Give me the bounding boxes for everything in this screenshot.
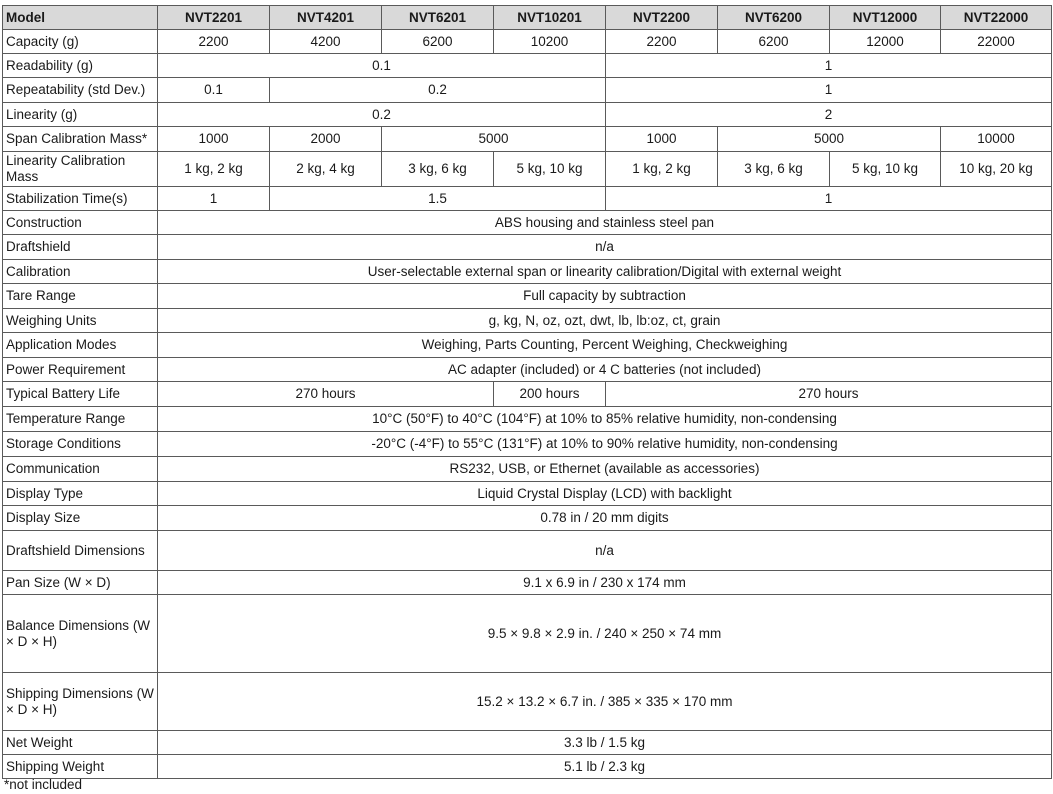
model-header: NVT10201 <box>494 6 606 30</box>
spec-value: 4200 <box>270 30 382 54</box>
spec-row <box>3 673 1052 731</box>
spec-row <box>3 127 1052 152</box>
spec-row <box>3 333 1052 358</box>
spec-value: 10°C (50°F) to 40°C (104°F) at 10% to 85% relative humidity, non-condensing <box>158 407 1052 432</box>
footnote: *not included <box>4 777 83 792</box>
spec-row <box>3 103 1052 127</box>
spec-value: 0.2 <box>270 78 606 103</box>
spec-value: 0.78 in / 20 mm digits <box>158 506 1052 531</box>
spec-row <box>3 432 1052 457</box>
spec-value: 5 kg, 10 kg <box>830 152 941 187</box>
spec-value: 1.5 <box>270 187 606 211</box>
spec-value: 5.1 lb / 2.3 kg <box>158 755 1052 779</box>
row-label: Linearity (g) <box>3 103 158 127</box>
spec-value: 3 kg, 6 kg <box>718 152 830 187</box>
model-header: NVT2200 <box>606 6 718 30</box>
spec-value: 1 <box>606 78 1052 103</box>
spec-row <box>3 309 1052 333</box>
spec-row <box>3 571 1052 595</box>
spec-value: 6200 <box>382 30 494 54</box>
model-header: NVT12000 <box>830 6 941 30</box>
spec-value: 2200 <box>606 30 718 54</box>
spec-value: User-selectable external span or linearity calibration/Digital with external weight <box>158 260 1052 284</box>
spec-row <box>3 531 1052 571</box>
spec-value: 6200 <box>718 30 830 54</box>
spec-row <box>3 78 1052 103</box>
row-label: Application Modes <box>3 333 158 358</box>
row-label: Display Size <box>3 506 158 531</box>
spec-value: 270 hours <box>606 382 1052 407</box>
spec-value: 1000 <box>606 127 718 152</box>
spec-body <box>3 30 1052 779</box>
spec-value: 1 kg, 2 kg <box>158 152 270 187</box>
spec-value: 1 <box>158 187 270 211</box>
spec-table <box>2 5 1052 779</box>
spec-value: -20°C (-4°F) to 55°C (131°F) at 10% to 90% relative humidity, non-condensing <box>158 432 1052 457</box>
spec-value: 9.5 × 9.8 × 2.9 in. / 240 × 250 × 74 mm <box>158 595 1052 673</box>
spec-value: 0.1 <box>158 54 606 78</box>
model-header: NVT2201 <box>158 6 270 30</box>
spec-row <box>3 152 1052 187</box>
spec-value: n/a <box>158 235 1052 260</box>
spec-value: 3.3 lb / 1.5 kg <box>158 731 1052 755</box>
spec-value: 10 kg, 20 kg <box>941 152 1052 187</box>
spec-row <box>3 30 1052 54</box>
row-label: Communication <box>3 457 158 482</box>
spec-value: 5 kg, 10 kg <box>494 152 606 187</box>
row-label: Span Calibration Mass* <box>3 127 158 152</box>
spec-value: 270 hours <box>158 382 494 407</box>
row-label: Temperature Range <box>3 407 158 432</box>
spec-value: ABS housing and stainless steel pan <box>158 211 1052 235</box>
spec-value: 2 <box>606 103 1052 127</box>
spec-value: 10000 <box>941 127 1052 152</box>
model-header: NVT6200 <box>718 6 830 30</box>
spec-row <box>3 284 1052 309</box>
spec-row <box>3 211 1052 235</box>
spec-row <box>3 506 1052 531</box>
spec-value: 15.2 × 13.2 × 6.7 in. / 385 × 335 × 170 mm <box>158 673 1052 731</box>
spec-value: g, kg, N, oz, ozt, dwt, lb, lb:oz, ct, grain <box>158 309 1052 333</box>
spec-value: 22000 <box>941 30 1052 54</box>
row-label: Power Requirement <box>3 358 158 382</box>
spec-row <box>3 187 1052 211</box>
model-header: NVT6201 <box>382 6 494 30</box>
row-label: Typical Battery Life <box>3 382 158 407</box>
spec-value: RS232, USB, or Ethernet (available as accessories) <box>158 457 1052 482</box>
spec-value: 1 kg, 2 kg <box>606 152 718 187</box>
spec-value: 200 hours <box>494 382 606 407</box>
spec-value: Weighing, Parts Counting, Percent Weighing, Checkweighing <box>158 333 1052 358</box>
row-label: Calibration <box>3 260 158 284</box>
row-label: Draftshield Dimensions <box>3 531 158 571</box>
spec-value: 1 <box>606 187 1052 211</box>
spec-value: n/a <box>158 531 1052 571</box>
spec-value: 9.1 x 6.9 in / 230 x 174 mm <box>158 571 1052 595</box>
spec-value: 12000 <box>830 30 941 54</box>
spec-value: 2200 <box>158 30 270 54</box>
row-label: Pan Size (W × D) <box>3 571 158 595</box>
spec-row <box>3 755 1052 779</box>
row-label: Weighing Units <box>3 309 158 333</box>
spec-row <box>3 260 1052 284</box>
spec-value: 5000 <box>718 127 941 152</box>
row-label: Net Weight <box>3 731 158 755</box>
row-label: Display Type <box>3 482 158 506</box>
spec-value: 2000 <box>270 127 382 152</box>
spec-row <box>3 457 1052 482</box>
header-row <box>3 6 1052 30</box>
model-header: NVT22000 <box>941 6 1052 30</box>
row-label: Draftshield <box>3 235 158 260</box>
row-label: Capacity (g) <box>3 30 158 54</box>
spec-row <box>3 235 1052 260</box>
row-label: Linearity Calibration Mass <box>3 152 158 187</box>
spec-value: 2 kg, 4 kg <box>270 152 382 187</box>
row-label: Shipping Dimensions (W × D × H) <box>3 673 158 731</box>
spec-value: 0.1 <box>158 78 270 103</box>
row-label: Storage Conditions <box>3 432 158 457</box>
row-label: Repeatability (std Dev.) <box>3 78 158 103</box>
spec-row <box>3 358 1052 382</box>
row-label: Balance Dimensions (W × D × H) <box>3 595 158 673</box>
spec-value: AC adapter (included) or 4 C batteries (not included) <box>158 358 1052 382</box>
spec-value: 10200 <box>494 30 606 54</box>
spec-row <box>3 482 1052 506</box>
spec-row <box>3 407 1052 432</box>
spec-row <box>3 595 1052 673</box>
spec-row <box>3 382 1052 407</box>
spec-value: 1000 <box>158 127 270 152</box>
spec-value: 5000 <box>382 127 606 152</box>
spec-value: Liquid Crystal Display (LCD) with backlight <box>158 482 1052 506</box>
row-label: Construction <box>3 211 158 235</box>
spec-value: 3 kg, 6 kg <box>382 152 494 187</box>
row-label: Readability (g) <box>3 54 158 78</box>
spec-row <box>3 731 1052 755</box>
row-label: Tare Range <box>3 284 158 309</box>
spec-value: 0.2 <box>158 103 606 127</box>
model-header: NVT4201 <box>270 6 382 30</box>
row-label: Stabilization Time(s) <box>3 187 158 211</box>
spec-value: Full capacity by subtraction <box>158 284 1052 309</box>
header-label: Model <box>3 6 158 30</box>
row-label: Shipping Weight <box>3 755 158 779</box>
spec-value: 1 <box>606 54 1052 78</box>
spec-row <box>3 54 1052 78</box>
